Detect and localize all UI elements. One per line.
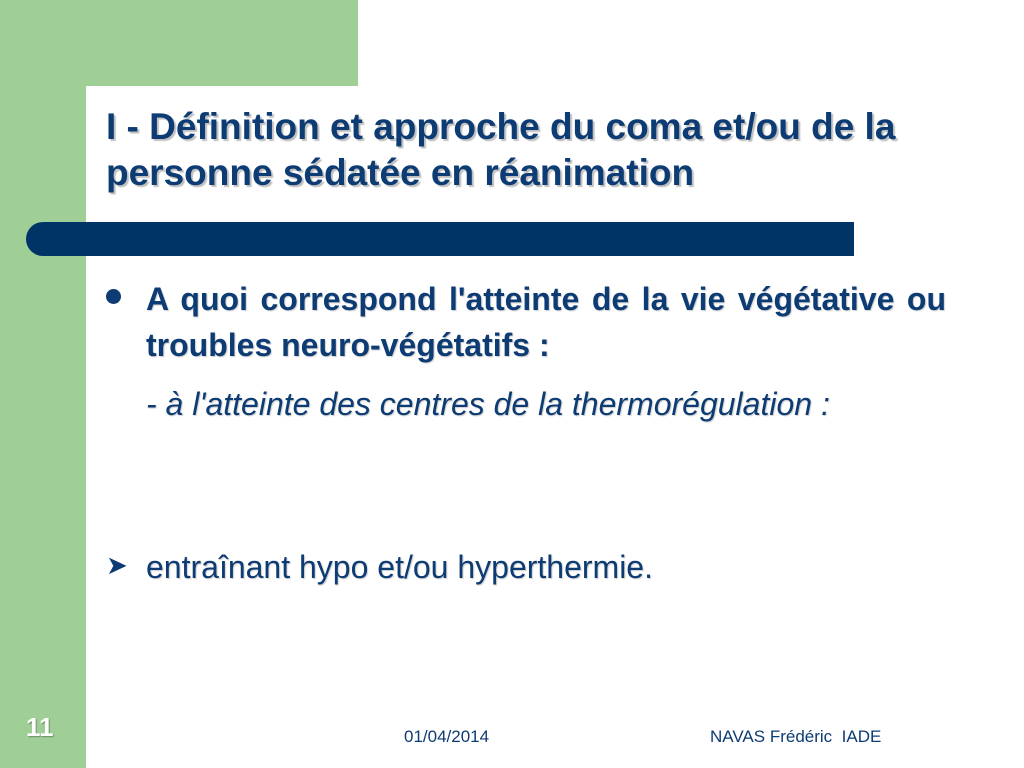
bullet-main <box>106 276 946 368</box>
footer-date: 01/04/2014 <box>404 727 490 746</box>
green-frame-top <box>0 0 358 86</box>
slide-number: 11 <box>26 712 54 742</box>
footer-author: NAVAS Frédéric IADE <box>710 727 882 746</box>
bullet-arrow-text: entraînant hypo et/ou hyperthermie. <box>146 549 653 585</box>
bullet-arrow <box>106 544 946 590</box>
title-underline-bar <box>26 222 854 256</box>
arrow-right-icon: ➤ <box>106 550 128 580</box>
slide-title: I - Définition et approche du coma et/ou de la personne sédatée en réanimation <box>106 106 896 193</box>
sub-point-text: - à l'atteinte des centres de la thermorégulation : <box>146 386 830 422</box>
bullet-main-text: A quoi correspond l'atteinte de la vie végétative ou troubles neuro-végétatifs : <box>146 281 946 363</box>
green-frame-left <box>0 0 86 768</box>
bullet-dot-icon <box>106 289 121 304</box>
